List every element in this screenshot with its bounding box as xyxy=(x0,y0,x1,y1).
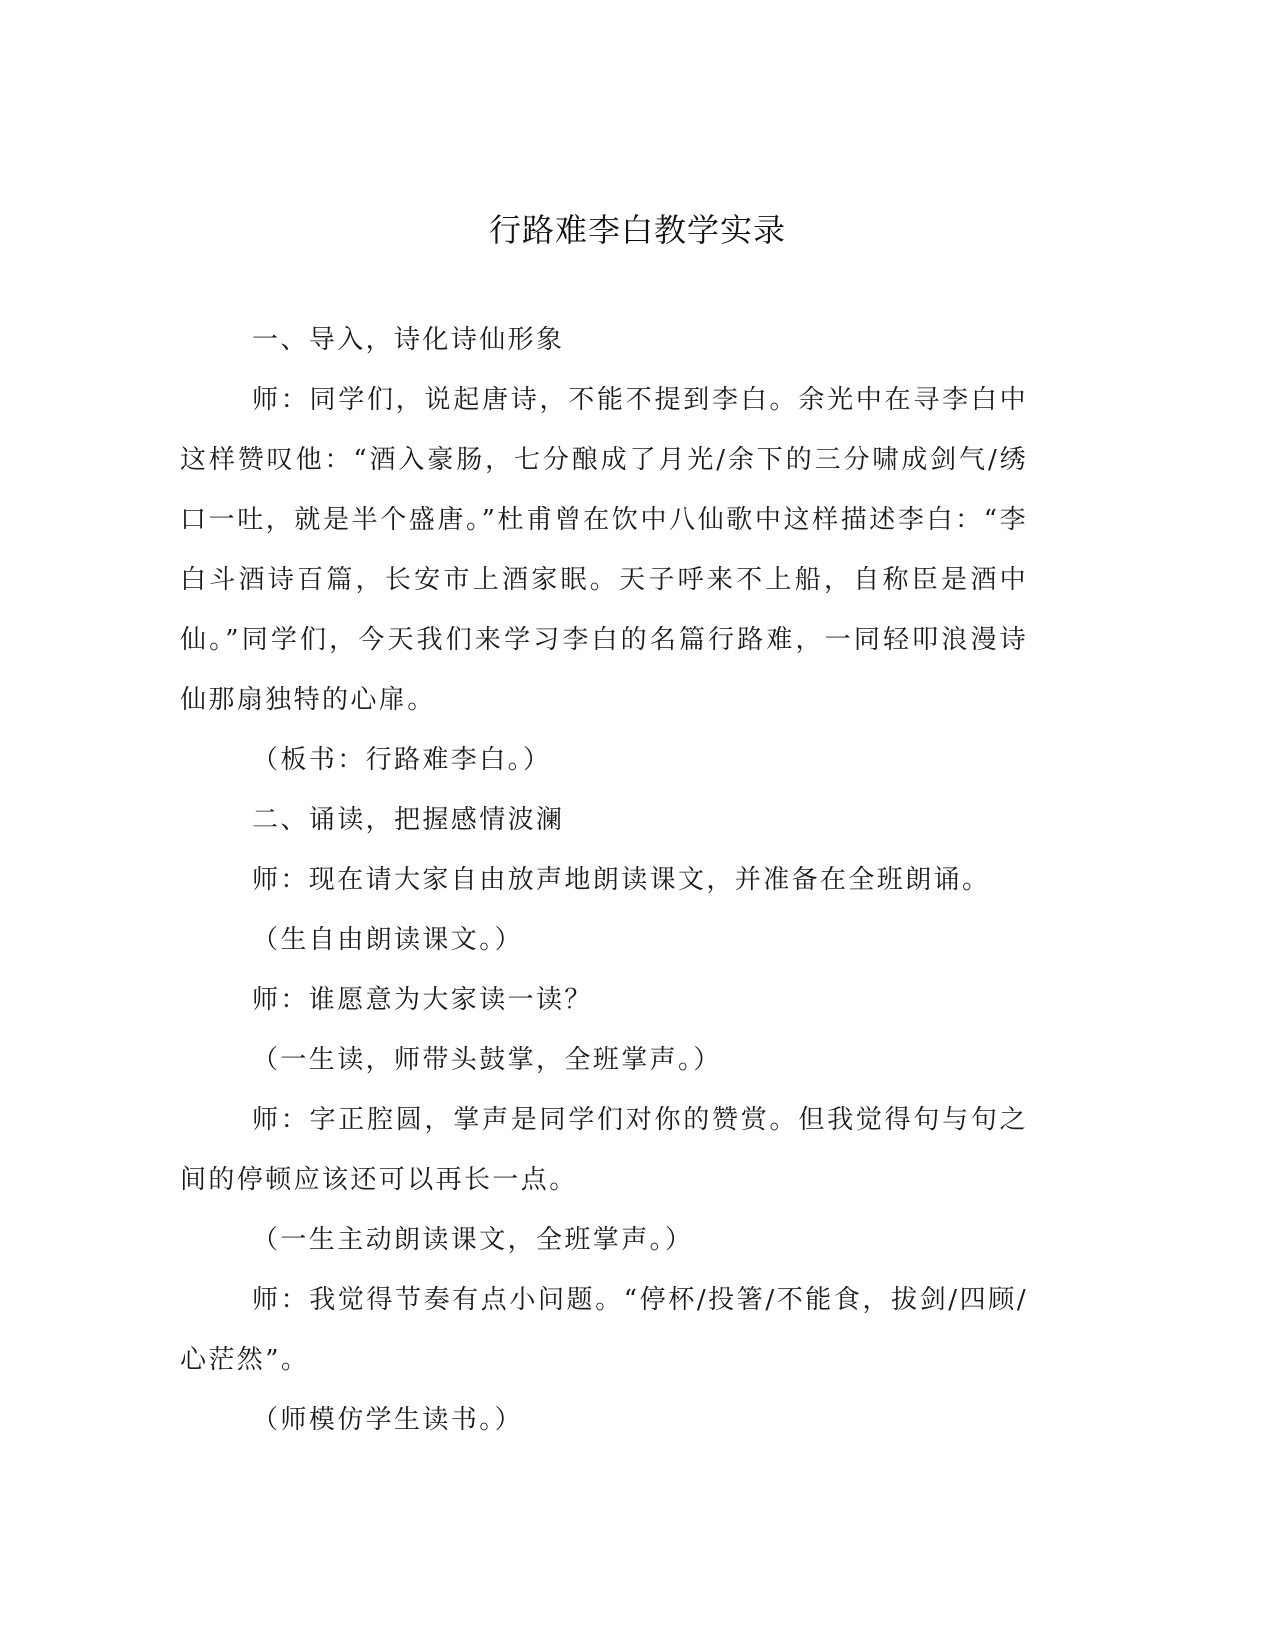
section-heading-reading: 二、诵读，把握感情波澜 xyxy=(252,805,565,835)
document-body xyxy=(180,310,1028,1450)
paragraph-student-reads: （一生读，师带头鼓掌，全班掌声。） xyxy=(252,1045,722,1075)
paragraph-teacher-rhythm: 师：我觉得节奏有点小问题。“停杯/投箸/不能食，拔剑/四顾/心茫然”。 xyxy=(180,1285,1028,1375)
section-heading-intro: 一、导入，诗化诗仙形象 xyxy=(252,325,565,355)
paragraph-board-note: （板书：行路难李白。） xyxy=(252,745,552,775)
paragraph-student-volunteers: （一生主动朗读课文，全班掌声。） xyxy=(252,1225,694,1255)
paragraph-teacher-question: 师：谁愿意为大家读一读？ xyxy=(252,985,593,1015)
paragraph-teacher-intro: 师：同学们，说起唐诗，不能不提到李白。余光中在寻李白中这样赞叹他：“酒入豪肠，七分酿成了月光/余下的三分啸成剑气/绣口一吐，就是半个盛唐。”杜甫曾在饮中八仙歌中这样描述李白：“李白斗酒诗百篇，长安市上酒家眠。天子呼来不上船，自称臣是酒中仙。”同学们，今天我们来学习李白的名篇行路难，一同轻叩浪漫诗仙那扇独特的心扉。 xyxy=(180,385,1028,715)
paragraph-teacher-imitates: （师模仿学生读书。） xyxy=(252,1405,524,1435)
paragraph-students-reading: （生自由朗读课文。） xyxy=(252,925,524,955)
document-title: 行路难李白教学实录 xyxy=(488,211,786,249)
paragraph-teacher-instruction: 师：现在请大家自由放声地朗读课文，并准备在全班朗诵。 xyxy=(252,865,991,895)
paragraph-teacher-comment: 师：字正腔圆，掌声是同学们对你的赞赏。但我觉得句与句之间的停顿应该还可以再长一点。 xyxy=(180,1105,1028,1195)
